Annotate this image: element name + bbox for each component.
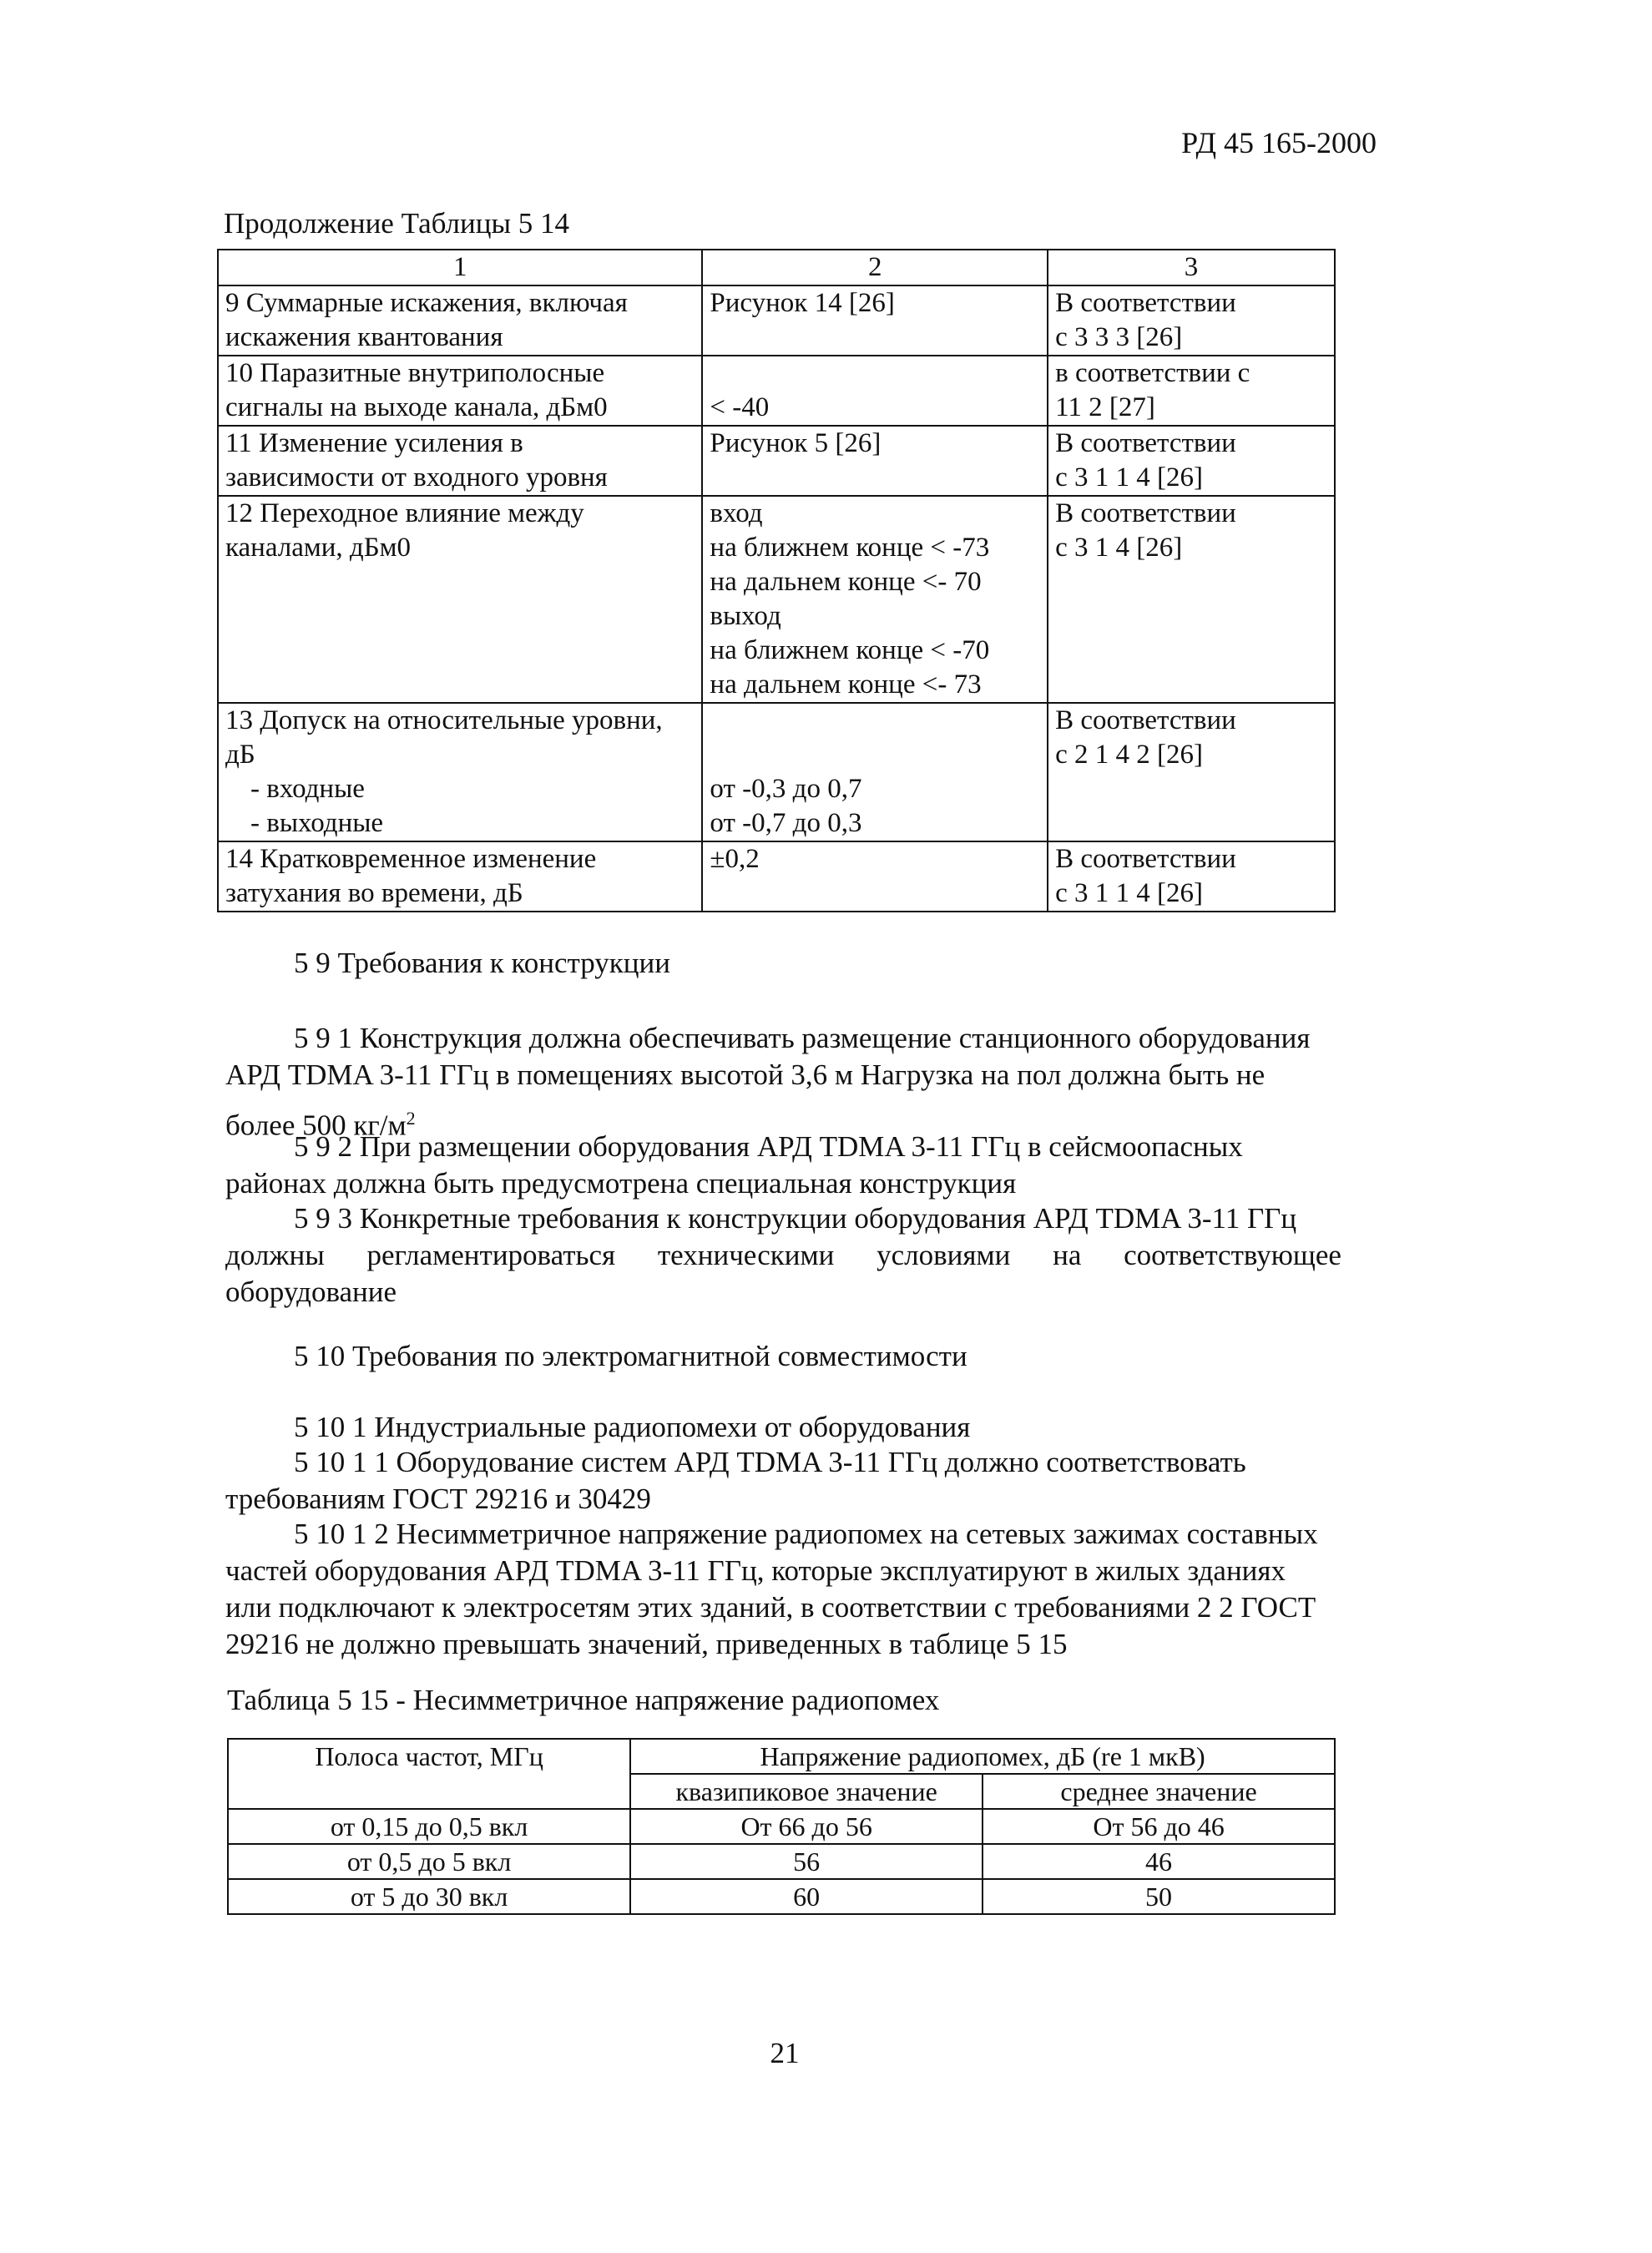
page-number: 21 (770, 2037, 800, 2069)
cell-text (710, 356, 1040, 391)
cell-text: В соответствии (1055, 844, 1236, 874)
table-row (218, 841, 1335, 912)
cell-text: 10 Паразитные внутриполосные (225, 358, 605, 388)
paragraph-line: районах должна быть предусмотрена специальная конструкция (225, 1167, 1017, 1200)
paragraph-line: оборудование (225, 1276, 397, 1308)
paragraph-line: 5 10 1 2 Несимметричное напряжение радиопомех на сетевых зажимах составных (294, 1518, 1318, 1550)
paragraph-line: 5 9 1 Конструкция должна обеспечивать размещение станционного оборудования (294, 1022, 1311, 1054)
cell-text: с 3 1 1 4 [26] (1055, 462, 1203, 493)
paragraph-line: АРД TDMA 3-11 ГГц в помещениях высотой 3,6 м Нагрузка на пол должна быть не (225, 1058, 1266, 1091)
superscript: 2 (406, 1108, 416, 1129)
cell-text: в соответствии с (1055, 358, 1250, 388)
table-row (218, 285, 1335, 356)
table-row (218, 426, 1335, 496)
paragraph-line: 5 10 1 1 Оборудование систем АРД TDMA 3-11 ГГц должно соответствовать (294, 1446, 1246, 1478)
table2-group-header: Напряжение радиопомех, дБ (re 1 мкВ) (630, 1739, 1335, 1774)
table2-col-header: Полоса частот, МГц (228, 1739, 630, 1809)
cell-text: на ближнем конце < -73 (710, 533, 990, 563)
cell-text: на дальнем конце <- 70 (710, 567, 982, 597)
cell-text: на ближнем конце < -70 (710, 635, 990, 665)
cell-text: 9 Суммарные искажения, включая (225, 288, 628, 318)
paragraph-line: должны регламентироваться техническими условиями на соответствующее (225, 1239, 1341, 1271)
paragraph-line: 5 9 3 Конкретные требования к конструкции оборудования АРД TDMA 3-11 ГГц (294, 1202, 1297, 1235)
cell-text: - входные (250, 774, 365, 804)
cell-text: от -0,3 до 0,7 (710, 774, 862, 804)
cell-text (710, 704, 1040, 738)
table2-cell: 56 (630, 1844, 983, 1879)
table1-caption: Продолжение Таблицы 5 14 (224, 207, 570, 240)
cell-text: Рисунок 5 [26] (710, 428, 882, 458)
cell-text: сигналы на выходе канала, дБм0 (225, 392, 608, 422)
table2-cell: от 0,5 до 5 вкл (228, 1844, 630, 1879)
cell-text: ±0,2 (710, 844, 760, 874)
paragraph-line: требованиям ГОСТ 29216 и 30429 (225, 1483, 651, 1515)
cell-text: Рисунок 14 [26] (710, 288, 895, 318)
table2-header-row (228, 1739, 1335, 1774)
cell-text: 11 2 [27] (1055, 392, 1155, 422)
table-row (228, 1809, 1335, 1844)
table2-cell: От 66 до 56 (630, 1809, 983, 1844)
cell-text: каналами, дБм0 (225, 533, 412, 563)
cell-text: на дальнем конце <- 73 (710, 669, 982, 700)
cell-text: дБ (225, 740, 255, 770)
paragraph-5-9-1 (225, 1020, 1334, 1144)
table2-cell: от 5 до 30 вкл (228, 1879, 630, 1914)
paragraph-5-9-2 (225, 1129, 1334, 1202)
cell-text: В соответствии (1055, 498, 1236, 528)
cell-text: 13 Допуск на относительные уровни, (225, 705, 663, 735)
paragraph-line: 5 9 2 При размещении оборудования АРД TDMA 3-11 ГГц в сейсмоопасных (294, 1130, 1243, 1163)
cell-text: В соответствии (1055, 428, 1236, 458)
table2-cell: От 56 до 46 (983, 1809, 1335, 1844)
cell-text: 12 Переходное влияние между (225, 498, 584, 528)
paragraph-line: частей оборудования АРД TDMA 3-11 ГГц, которые эксплуатируют в жилых зданиях (225, 1554, 1286, 1587)
table2-cell: 50 (983, 1879, 1335, 1914)
table-row (228, 1879, 1335, 1914)
cell-text: - выходные (250, 808, 384, 838)
cell-text: В соответствии (1055, 288, 1236, 318)
paragraph-line: 29216 не должно превышать значений, приведенных в таблице 5 15 (225, 1628, 1068, 1660)
table2-cell: 46 (983, 1844, 1335, 1879)
cell-text: от -0,7 до 0,3 (710, 808, 862, 838)
cell-text: В соответствии (1055, 705, 1236, 735)
cell-text: < -40 (710, 392, 770, 422)
cell-text: затухания во времени, дБ (225, 878, 523, 908)
table2-cell: от 0,15 до 0,5 вкл (228, 1809, 630, 1844)
paragraph-5-10-1-1 (225, 1444, 1334, 1518)
table-5-14-continuation (217, 249, 1336, 912)
cell-text: с 2 1 4 2 [26] (1055, 740, 1203, 770)
cell-text: выход (710, 601, 781, 631)
table2-subheader: квазипиковое значение (630, 1774, 983, 1809)
table1-col-header: 1 (218, 250, 702, 285)
cell-text: вход (710, 498, 763, 528)
table1-col-header: 2 (702, 250, 1048, 285)
cell-text: с 3 1 4 [26] (1055, 533, 1183, 563)
cell-text: искажения квантования (225, 322, 503, 352)
table-row (228, 1844, 1335, 1879)
cell-text: с 3 3 3 [26] (1055, 322, 1183, 352)
section-5-9-title: 5 9 Требования к конструкции (294, 947, 671, 979)
table-row (218, 496, 1335, 703)
paragraph-5-9-3 (225, 1200, 1341, 1311)
document-code: РД 45 165-2000 (1181, 126, 1377, 159)
paragraph-5-10-1-2 (225, 1516, 1334, 1663)
cell-text: с 3 1 1 4 [26] (1055, 878, 1203, 908)
paragraph-line: или подключают к электросетям этих зданий, в соответствии с требованиями 2 2 ГОСТ (225, 1591, 1316, 1624)
cell-text: зависимости от входного уровня (225, 462, 608, 493)
table1-col-header: 3 (1048, 250, 1335, 285)
table-row (218, 703, 1335, 841)
table2-subheader: среднее значение (983, 1774, 1335, 1809)
section-5-10-title: 5 10 Требования по электромагнитной совместимости (294, 1340, 967, 1372)
table-5-15 (227, 1738, 1336, 1915)
table-row (218, 356, 1335, 426)
cell-text: 11 Изменение усиления в (225, 428, 523, 458)
table2-caption: Таблица 5 15 - Несимметричное напряжение радиопомех (227, 1684, 940, 1716)
table1-header-row (218, 250, 1335, 285)
paragraph-text: более 500 кг/м (225, 1109, 407, 1142)
table2-cell: 60 (630, 1879, 983, 1914)
cell-text (710, 738, 1040, 772)
cell-text: 14 Кратковременное изменение (225, 844, 597, 874)
paragraph-5-10-1: 5 10 1 Индустриальные радиопомехи от оборудования (294, 1411, 971, 1443)
